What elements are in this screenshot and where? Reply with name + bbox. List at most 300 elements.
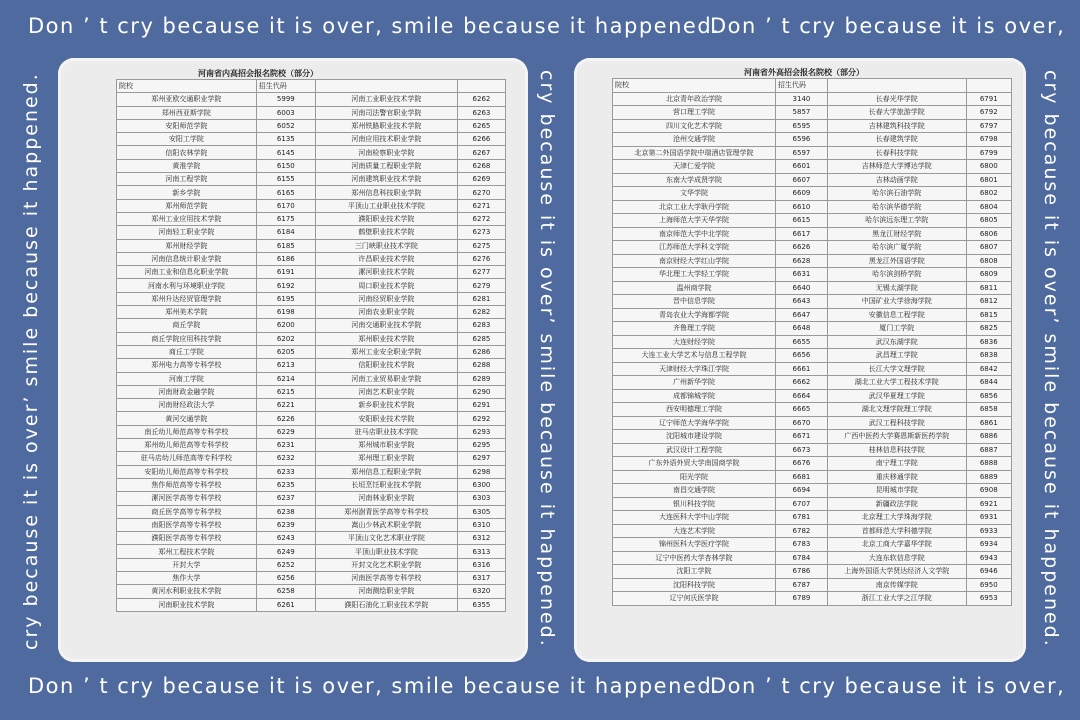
school-name-cell: 吉林建筑科技学院 <box>828 119 967 133</box>
table-row <box>117 598 506 611</box>
school-name-cell: 河南测绘职业学院 <box>315 585 457 598</box>
school-name-cell: 齐鲁理工学院 <box>613 322 776 336</box>
school-name-cell: 开封大学 <box>117 558 257 571</box>
admission-code-cell: 6186 <box>256 252 315 265</box>
table-row <box>117 199 506 212</box>
admission-code-cell: 6921 <box>966 497 1011 511</box>
school-name-cell: 新乡学院 <box>117 186 257 199</box>
school-name-cell: 天津仁爱学院 <box>613 160 776 174</box>
header-cell <box>828 79 967 93</box>
admission-code-cell: 6889 <box>966 470 1011 484</box>
admission-code-cell: 6291 <box>457 399 505 412</box>
admission-code-cell: 6221 <box>256 399 315 412</box>
admission-code-cell: 6249 <box>256 545 315 558</box>
school-name-cell: 河南林业职业学院 <box>315 492 457 505</box>
admission-code-cell: 6215 <box>256 385 315 398</box>
school-name-cell: 文华学院 <box>613 187 776 201</box>
admission-code-cell: 6231 <box>256 439 315 452</box>
table-row <box>117 279 506 292</box>
admission-code-cell: 6933 <box>966 524 1011 538</box>
admission-code-cell: 6298 <box>457 465 505 478</box>
admission-code-cell: 6285 <box>457 332 505 345</box>
school-name-cell: 广西中医药大学赛恩斯新医药学院 <box>828 430 967 444</box>
table-row <box>117 239 506 252</box>
admission-code-cell: 6239 <box>256 518 315 531</box>
school-name-cell: 长江大学文理学院 <box>828 362 967 376</box>
school-name-cell: 武昌理工学院 <box>828 349 967 363</box>
school-name-cell: 周口职业技术学院 <box>315 279 457 292</box>
school-name-cell: 南京财经大学红山学院 <box>613 254 776 268</box>
table-row <box>117 359 506 372</box>
admission-code-cell: 6297 <box>457 452 505 465</box>
school-name-cell: 河南财政金融学院 <box>117 385 257 398</box>
admission-code-cell: 6267 <box>457 146 505 159</box>
table-row <box>117 372 506 385</box>
school-name-cell: 阳光学院 <box>613 470 776 484</box>
school-name-cell: 南阳医学高等专科学校 <box>117 518 257 531</box>
school-name-cell: 漯河职业技术学院 <box>315 266 457 279</box>
school-name-cell: 焦作大学 <box>117 571 257 584</box>
admission-code-cell: 6950 <box>966 578 1011 592</box>
admission-code-cell: 6184 <box>256 226 315 239</box>
admission-code-cell: 6256 <box>256 571 315 584</box>
school-name-cell: 三门峡职业技术学院 <box>315 239 457 252</box>
admission-code-cell: 6615 <box>775 214 827 228</box>
admission-code-cell: 6802 <box>966 187 1011 201</box>
school-name-cell: 郑州师范学院 <box>117 199 257 212</box>
school-name-cell: 大连工业大学艺术与信息工程学院 <box>613 349 776 363</box>
admission-code-cell: 6003 <box>256 106 315 119</box>
right-table <box>612 78 1012 606</box>
admission-code-cell: 6946 <box>966 565 1011 579</box>
admission-code-cell: 6266 <box>457 133 505 146</box>
school-name-cell: 黄河水利职业技术学院 <box>117 585 257 598</box>
school-name-cell: 安徽信息工程学院 <box>828 308 967 322</box>
admission-code-cell: 6656 <box>775 349 827 363</box>
table-row <box>613 403 1012 417</box>
school-name-cell: 河南医学高等专科学校 <box>315 571 457 584</box>
table-row <box>613 470 1012 484</box>
school-name-cell: 嵩山少林武术职业学院 <box>315 518 457 531</box>
admission-code-cell: 6237 <box>256 492 315 505</box>
school-name-cell: 北京工业大学耿丹学院 <box>613 200 776 214</box>
table-row <box>117 252 506 265</box>
admission-code-cell: 6283 <box>457 319 505 332</box>
admission-code-cell: 6792 <box>966 106 1011 120</box>
quote-top-right: Don ’ t cry because it is over, <box>710 14 1066 38</box>
table-row <box>613 322 1012 336</box>
admission-code-cell: 6286 <box>457 345 505 358</box>
admission-code-cell: 6856 <box>966 389 1011 403</box>
admission-code-cell: 6887 <box>966 443 1011 457</box>
admission-code-cell: 6205 <box>256 345 315 358</box>
table-row <box>117 133 506 146</box>
right-sheet <box>574 58 1026 662</box>
admission-code-cell: 5857 <box>775 106 827 120</box>
left-table <box>116 79 506 612</box>
school-name-cell: 郑州职业技术学院 <box>315 332 457 345</box>
table-row <box>117 186 506 199</box>
admission-code-cell: 6671 <box>775 430 827 444</box>
admission-code-cell: 6808 <box>966 254 1011 268</box>
table-row <box>613 578 1012 592</box>
admission-code-cell: 6226 <box>256 412 315 425</box>
admission-code-cell: 6809 <box>966 268 1011 282</box>
admission-code-cell: 6807 <box>966 241 1011 255</box>
table-row <box>613 416 1012 430</box>
table-row <box>613 268 1012 282</box>
quote-bottom-right: Don ’ t cry because it is over, <box>710 674 1066 698</box>
table-row <box>117 585 506 598</box>
school-name-cell: 北京理工大学珠海学院 <box>828 511 967 525</box>
school-name-cell: 沧州交通学院 <box>613 133 776 147</box>
admission-code-cell: 6198 <box>256 306 315 319</box>
admission-code-cell: 6664 <box>775 389 827 403</box>
school-name-cell: 河南职业技术学院 <box>117 598 257 611</box>
admission-code-cell: 6195 <box>256 292 315 305</box>
school-name-cell: 长垣烹饪职业技术学院 <box>315 478 457 491</box>
school-name-cell: 河南艺术职业学院 <box>315 385 457 398</box>
school-name-cell: 南京传媒学院 <box>828 578 967 592</box>
table-row <box>117 532 506 545</box>
admission-code-cell: 6295 <box>457 439 505 452</box>
admission-code-cell: 6165 <box>256 186 315 199</box>
admission-code-cell: 6631 <box>775 268 827 282</box>
school-name-cell: 沈阳科技学院 <box>613 578 776 592</box>
admission-code-cell: 6812 <box>966 295 1011 309</box>
school-name-cell: 大连东软信息学院 <box>828 551 967 565</box>
school-name-cell: 河南质量工程职业学院 <box>315 159 457 172</box>
school-name-cell: 江苏师范大学科文学院 <box>613 241 776 255</box>
school-name-cell: 营口理工学院 <box>613 106 776 120</box>
school-name-cell: 长春光华学院 <box>828 92 967 106</box>
school-name-cell: 河南经贸职业学院 <box>315 292 457 305</box>
admission-code-cell: 6269 <box>457 173 505 186</box>
school-name-cell: 吉林动画学院 <box>828 173 967 187</box>
school-name-cell: 辽宁师范大学海华学院 <box>613 416 776 430</box>
admission-code-cell: 6272 <box>457 212 505 225</box>
admission-code-cell: 6273 <box>457 226 505 239</box>
admission-code-cell: 6292 <box>457 412 505 425</box>
school-name-cell: 鹤壁职业技术学院 <box>315 226 457 239</box>
table-row <box>613 308 1012 322</box>
admission-code-cell: 3140 <box>775 92 827 106</box>
table-row <box>117 332 506 345</box>
table-row <box>613 538 1012 552</box>
table-row <box>117 385 506 398</box>
admission-code-cell: 6596 <box>775 133 827 147</box>
admission-code-cell: 6825 <box>966 322 1011 336</box>
admission-code-cell: 6270 <box>457 186 505 199</box>
admission-code-cell: 6943 <box>966 551 1011 565</box>
admission-code-cell: 6601 <box>775 160 827 174</box>
school-name-cell: 昆明城市学院 <box>828 484 967 498</box>
table-row <box>613 133 1012 147</box>
admission-code-cell: 6787 <box>775 578 827 592</box>
school-name-cell: 温州商学院 <box>613 281 776 295</box>
admission-code-cell: 6800 <box>966 160 1011 174</box>
table-row <box>117 226 506 239</box>
admission-code-cell: 6806 <box>966 227 1011 241</box>
admission-code-cell: 6192 <box>256 279 315 292</box>
school-name-cell: 锦州医科大学医疗学院 <box>613 538 776 552</box>
school-name-cell: 首都师范大学科德学院 <box>828 524 967 538</box>
admission-code-cell: 6316 <box>457 558 505 571</box>
table-row <box>117 306 506 319</box>
school-name-cell: 安阳工学院 <box>117 133 257 146</box>
table-row <box>117 478 506 491</box>
school-name-cell: 平顶山工业职业技术学院 <box>315 199 457 212</box>
school-name-cell: 广东外语外贸大学南国商学院 <box>613 457 776 471</box>
admission-code-cell: 6213 <box>256 359 315 372</box>
school-name-cell: 安阳师范学院 <box>117 119 257 132</box>
school-name-cell: 北京第二外国语学院中瑞酒店管理学院 <box>613 146 776 160</box>
table-row <box>117 465 506 478</box>
table-row <box>117 119 506 132</box>
table-row <box>117 146 506 159</box>
table-row <box>613 281 1012 295</box>
right-sheet-title: 河南省外高招会报名院校（部分） <box>744 68 864 77</box>
school-name-cell: 郑州澍青医学高等专科学校 <box>315 505 457 518</box>
school-name-cell: 重庆移通学院 <box>828 470 967 484</box>
school-name-cell: 商丘工学院 <box>117 345 257 358</box>
school-name-cell: 驻马店职业技术学院 <box>315 425 457 438</box>
admission-code-cell: 6252 <box>256 558 315 571</box>
table-header-row <box>117 80 506 93</box>
table-row <box>613 551 1012 565</box>
school-name-cell: 焦作师范高等专科学校 <box>117 478 257 491</box>
school-name-cell: 商丘学院应用科技学院 <box>117 332 257 345</box>
admission-code-cell: 6214 <box>256 372 315 385</box>
school-name-cell: 黑龙江财经学院 <box>828 227 967 241</box>
school-name-cell: 漯河医学高等专科学校 <box>117 492 257 505</box>
admission-code-cell: 6886 <box>966 430 1011 444</box>
school-name-cell: 新乡职业技术学院 <box>315 399 457 412</box>
school-name-cell: 河南水利与环境职业学院 <box>117 279 257 292</box>
school-name-cell: 武汉工程科技学院 <box>828 416 967 430</box>
school-name-cell: 郑州信息工程职业学院 <box>315 465 457 478</box>
admission-code-cell: 6155 <box>256 173 315 186</box>
admission-code-cell: 6661 <box>775 362 827 376</box>
admission-code-cell: 6655 <box>775 335 827 349</box>
admission-code-cell: 6934 <box>966 538 1011 552</box>
school-name-cell: 商丘学院 <box>117 319 257 332</box>
school-name-cell: 哈尔滨剑桥学院 <box>828 268 967 282</box>
table-row <box>117 452 506 465</box>
table-row <box>613 430 1012 444</box>
quote-middle-vertical: cry because it is over’ smile because it happened. <box>536 70 558 648</box>
admission-code-cell: 6275 <box>457 239 505 252</box>
school-name-cell: 郑州铁路职业技术学院 <box>315 119 457 132</box>
admission-code-cell: 6355 <box>457 598 505 611</box>
table-row <box>613 241 1012 255</box>
header-cell: 招生代码 <box>775 79 827 93</box>
school-name-cell: 信阳职业技术学院 <box>315 359 457 372</box>
table-row <box>613 187 1012 201</box>
admission-code-cell: 6293 <box>457 425 505 438</box>
school-name-cell: 郑州电力高等专科学校 <box>117 359 257 372</box>
school-name-cell: 沈阳工学院 <box>613 565 776 579</box>
table-row <box>613 92 1012 106</box>
admission-code-cell: 6789 <box>775 592 827 606</box>
school-name-cell: 南昌交通学院 <box>613 484 776 498</box>
admission-code-cell: 6300 <box>457 478 505 491</box>
admission-code-cell: 6797 <box>966 119 1011 133</box>
school-name-cell: 河南工业职业技术学院 <box>315 93 457 106</box>
school-name-cell: 长春建筑学院 <box>828 133 967 147</box>
school-name-cell: 河南工学院 <box>117 372 257 385</box>
table-row <box>117 159 506 172</box>
admission-code-cell: 6145 <box>256 146 315 159</box>
admission-code-cell: 6268 <box>457 159 505 172</box>
school-name-cell: 河南工程学院 <box>117 173 257 186</box>
school-name-cell: 商丘医学高等专科学校 <box>117 505 257 518</box>
school-name-cell: 河南检察职业学院 <box>315 146 457 159</box>
admission-code-cell: 6908 <box>966 484 1011 498</box>
school-name-cell: 安阳幼儿师范高等专科学校 <box>117 465 257 478</box>
school-name-cell: 郑州财经学院 <box>117 239 257 252</box>
school-name-cell: 武汉东湖学院 <box>828 335 967 349</box>
school-name-cell: 河南轻工职业学院 <box>117 226 257 239</box>
admission-code-cell: 6263 <box>457 106 505 119</box>
admission-code-cell: 6235 <box>256 478 315 491</box>
admission-code-cell: 6305 <box>457 505 505 518</box>
school-name-cell: 大连财经学院 <box>613 335 776 349</box>
admission-code-cell: 6783 <box>775 538 827 552</box>
header-cell: 院校 <box>117 80 257 93</box>
school-name-cell: 信阳农林学院 <box>117 146 257 159</box>
admission-code-cell: 6232 <box>256 452 315 465</box>
school-name-cell: 湖北文理学院理工学院 <box>828 403 967 417</box>
table-row <box>613 362 1012 376</box>
school-name-cell: 平顶山职业技术学院 <box>315 545 457 558</box>
admission-code-cell: 6277 <box>457 266 505 279</box>
admission-code-cell: 6836 <box>966 335 1011 349</box>
table-row <box>117 412 506 425</box>
school-name-cell: 银川科技学院 <box>613 497 776 511</box>
table-row <box>613 592 1012 606</box>
admission-code-cell: 6842 <box>966 362 1011 376</box>
table-row <box>613 160 1012 174</box>
school-name-cell: 辽宁中医药大学杏林学院 <box>613 551 776 565</box>
school-name-cell: 辽宁何氏医学院 <box>613 592 776 606</box>
school-name-cell: 河南农业职业学院 <box>315 306 457 319</box>
admission-code-cell: 6681 <box>775 470 827 484</box>
school-name-cell: 河南工业和信息化职业学院 <box>117 266 257 279</box>
admission-code-cell: 6670 <box>775 416 827 430</box>
admission-code-cell: 6200 <box>256 319 315 332</box>
table-row <box>117 93 506 106</box>
school-name-cell: 武汉设计工程学院 <box>613 443 776 457</box>
school-name-cell: 哈尔滨华德学院 <box>828 200 967 214</box>
school-name-cell: 上海师范大学天华学院 <box>613 214 776 228</box>
table-row <box>117 266 506 279</box>
admission-code-cell: 6290 <box>457 385 505 398</box>
header-cell: 招生代码 <box>256 80 315 93</box>
admission-code-cell: 6640 <box>775 281 827 295</box>
school-name-cell: 河南应用技术职业学院 <box>315 133 457 146</box>
table-row <box>613 200 1012 214</box>
school-name-cell: 东南大学成贤学院 <box>613 173 776 187</box>
admission-code-cell: 6597 <box>775 146 827 160</box>
table-row <box>117 518 506 531</box>
admission-code-cell: 6858 <box>966 403 1011 417</box>
school-name-cell: 河南交通职业技术学院 <box>315 319 457 332</box>
table-row <box>117 345 506 358</box>
table-row <box>613 457 1012 471</box>
admission-code-cell: 6617 <box>775 227 827 241</box>
table-row <box>117 212 506 225</box>
table-row <box>613 376 1012 390</box>
admission-code-cell: 6805 <box>966 214 1011 228</box>
table-row <box>613 524 1012 538</box>
table-row <box>117 492 506 505</box>
school-name-cell: 濮阳石油化工职业技术学院 <box>315 598 457 611</box>
admission-code-cell: 6648 <box>775 322 827 336</box>
table-row <box>613 295 1012 309</box>
school-name-cell: 郑州理工职业学院 <box>315 452 457 465</box>
school-name-cell: 新疆政法学院 <box>828 497 967 511</box>
school-name-cell: 濮阳医学高等专科学校 <box>117 532 257 545</box>
school-name-cell: 河南司法警官职业学院 <box>315 106 457 119</box>
school-name-cell: 青岛农业大学海都学院 <box>613 308 776 322</box>
left-sheet-title: 河南省内高招会报名院校（部分） <box>198 69 318 78</box>
admission-code-cell: 6781 <box>775 511 827 525</box>
admission-code-cell: 6282 <box>457 306 505 319</box>
school-name-cell: 南宁理工学院 <box>828 457 967 471</box>
school-name-cell: 哈尔滨石油学院 <box>828 187 967 201</box>
school-name-cell: 郑州美术学院 <box>117 306 257 319</box>
admission-code-cell: 6673 <box>775 443 827 457</box>
admission-code-cell: 6888 <box>966 457 1011 471</box>
table-row <box>117 292 506 305</box>
school-name-cell: 郑州工业安全职业学院 <box>315 345 457 358</box>
table-row <box>117 505 506 518</box>
admission-code-cell: 6175 <box>256 212 315 225</box>
admission-code-cell: 6931 <box>966 511 1011 525</box>
admission-code-cell: 6150 <box>256 159 315 172</box>
admission-code-cell: 6320 <box>457 585 505 598</box>
school-name-cell: 开封文化艺术职业学院 <box>315 558 457 571</box>
header-cell <box>315 80 457 93</box>
admission-code-cell: 6312 <box>457 532 505 545</box>
admission-code-cell: 6281 <box>457 292 505 305</box>
admission-code-cell: 6844 <box>966 376 1011 390</box>
admission-code-cell: 6838 <box>966 349 1011 363</box>
school-name-cell: 郑州西亚斯学院 <box>117 106 257 119</box>
school-name-cell: 西安明德理工学院 <box>613 403 776 417</box>
admission-code-cell: 6276 <box>457 252 505 265</box>
admission-code-cell: 6185 <box>256 239 315 252</box>
admission-code-cell: 6265 <box>457 119 505 132</box>
admission-code-cell: 6799 <box>966 146 1011 160</box>
school-name-cell: 驻马店幼儿师范高等专科学校 <box>117 452 257 465</box>
school-name-cell: 南丘幼儿师范高等专科学校 <box>117 425 257 438</box>
admission-code-cell: 6804 <box>966 200 1011 214</box>
admission-code-cell: 6595 <box>775 119 827 133</box>
admission-code-cell: 6243 <box>256 532 315 545</box>
table-row <box>117 571 506 584</box>
table-row <box>613 484 1012 498</box>
table-row <box>117 558 506 571</box>
quote-left-vertical: cry because it is over’ smile because it happened. <box>20 72 42 650</box>
quote-right-vertical: cry because it is over’ smile because it happened. <box>1040 70 1062 648</box>
admission-code-cell: 6313 <box>457 545 505 558</box>
quote-bottom: Don ’ t cry because it is over, smile because it happened. <box>28 674 721 698</box>
admission-code-cell: 6676 <box>775 457 827 471</box>
admission-code-cell: 6238 <box>256 505 315 518</box>
table-row <box>613 227 1012 241</box>
